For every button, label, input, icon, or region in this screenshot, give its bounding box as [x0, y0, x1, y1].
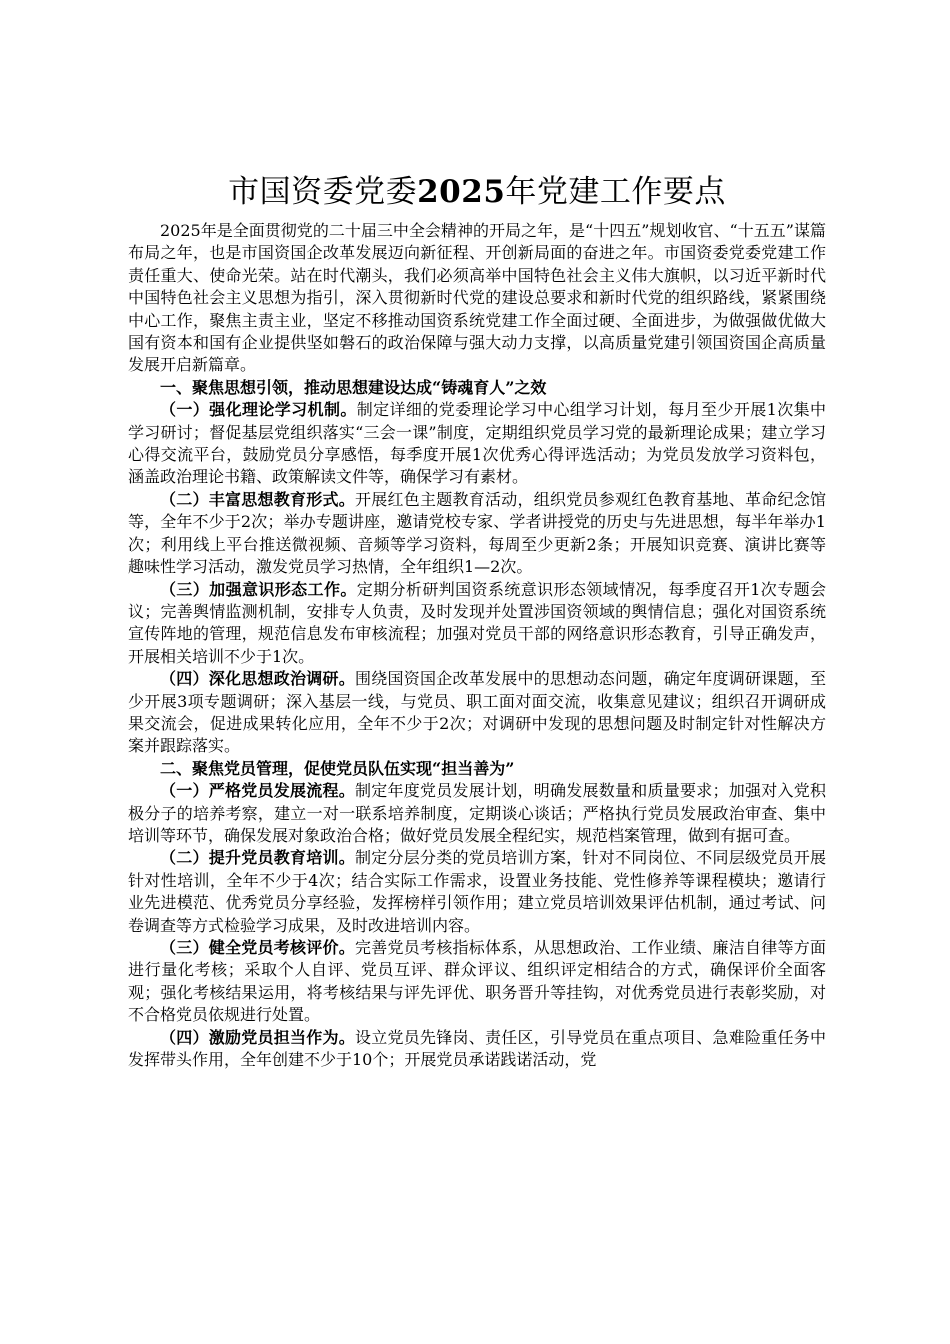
title-year: 2025 [417, 174, 506, 210]
section-heading-1: 一、聚焦思想引领，推动思想建设达成“铸魂育人”之效 [160, 377, 547, 397]
section-2-item-3 [128, 937, 826, 1027]
section-1-item-4 [128, 668, 826, 758]
item-title: （二）丰富思想教育形式。 [160, 489, 355, 509]
item-title: （三）加强意识形态工作。 [160, 579, 357, 599]
section-heading-2: 二、聚焦党员管理，促使党员队伍实现“担当善为” [160, 758, 515, 778]
item-text: 制定年度党员发展计划，明确发展数量和质量要求；加强对入党积极分子的培养考察，建立一对一联系培养制度，定期谈心谈话；严格执行党员发展政治审查、集中培训等环节，确保发展对象政治合格；做好党员发展全程纪实，规范档案管理，做到有据可查。 [128, 781, 826, 845]
item-text: 定期分析研判国资系统意识形态领域情况，每季度召开1次专题会议；完善舆情监测机制，安排专人负责，及时发现并处置涉国资领域的舆情信息；强化对国资系统宣传阵地的管理，规范信息发布审核流程；加强对党员干部的网络意识形态教育，引导正确发声，开展相关培训不少于1次。 [128, 579, 826, 666]
item-text: 开展红色主题教育活动，组织党员参观红色教育基地、革命纪念馆等，全年不少于2次；举办专题讲座，邀请党校专家、学者讲授党的历史与先进思想，每半年举办1次；利用线上平台推送微视频、音频等学习资料，每周至少更新2条；开展知识竞赛、演讲比赛等趣味性学习活动，激发党员学习热情，全年组织1—2次。 [128, 489, 826, 577]
item-title: （二）提升党员教育培训。 [160, 848, 355, 868]
section-2-item-1 [128, 780, 826, 847]
item-title: （一）严格党员发展流程。 [160, 781, 355, 801]
intro-paragraph: 2025年是全面贯彻党的二十届三中全会精神的开局之年，是“十四五”规划收官、“十五五”谋篇布局之年，也是市国资国企改革发展迈向新征程、开创新局面的奋进之年。市国资委党委党建工作责任重大、使命光荣。站在时代潮头，我们必须高举中国特色社会主义伟大旗帜，以习近平新时代中国特色社会主义思想为指引，深入贯彻新时代党的建设总要求和新时代党的组织路线，紧紧围绕中心工作，聚焦主责主业，坚定不移推动国资系统党建工作全面过硬、全面进步，为做强做优做大国有资本和国有企业提供坚如磐石的政治保障与强大动力支撑，以高质量党建引领国资国企高质量发展开启新篇章。 [128, 221, 826, 375]
section-2-item-2 [128, 847, 826, 937]
item-title: （四）激励党员担当作为。 [160, 1027, 355, 1047]
item-text: 制定详细的党委理论学习中心组学习计划，每月至少开展1次集中学习研讨；督促基层党组织落实“三会一课”制度，定期组织党员学习党的最新理论成果；建立学习心得交流平台，鼓励党员分享感悟，每季度开展1次优秀心得评选活动；为党员发放学习资料包，涵盖政治理论书籍、政策解读文件等，确保学习有素材。 [128, 400, 826, 487]
title-suffix: 年党建工作要点 [505, 174, 726, 210]
item-text: 制定分层分类的党员培训方案，针对不同岗位、不同层级党员开展针对性培训，全年不少于4次；结合实际工作需求，设置业务技能、党性修养等课程模块；邀请行业先进模范、优秀党员分享经验，发挥榜样引领作用；建立党员培训效果评估机制，通过考试、问卷调查等方式检验学习成果，及时改进培训内容。 [128, 848, 826, 935]
document-title [128, 170, 826, 214]
item-title: （四）深化思想政治调研。 [160, 669, 355, 689]
item-title: （三）健全党员考核评价。 [160, 938, 355, 957]
document-page [128, 170, 826, 1071]
section-1-item-3 [128, 579, 826, 669]
title-prefix: 市国资委党委 [228, 174, 418, 210]
item-text: 设立党员先锋岗、责任区，引导党员在重点项目、急难险重任务中发挥带头作用，全年创建不少于10个；开展党员承诺践诺活动，党 [128, 1027, 826, 1070]
item-title: （一）强化理论学习机制。 [160, 400, 357, 420]
item-text: 完善党员考核指标体系，从思想政治、工作业绩、廉洁自律等方面进行量化考核；采取个人自评、党员互评、群众评议、组织评定相结合的方式，确保评价全面客观；强化考核结果运用，将考核结果与评先评优、职务晋升等挂钩，对优秀党员进行表彰奖励，对不合格党员依规进行处置。 [128, 938, 826, 1025]
item-text: 围绕国资国企改革发展中的思想动态问题，确定年度调研课题，至少开展3项专题调研；深入基层一线，与党员、职工面对面交流，收集意见建议；组织召开调研成果交流会，促进成果转化应用，全年不少于2次；对调研中发现的思想问题及时制定针对性解决方案并跟踪落实。 [128, 669, 826, 756]
section-2-item-4 [128, 1027, 826, 1072]
section-1-item-2 [128, 489, 826, 579]
section-1-item-1 [128, 399, 826, 489]
